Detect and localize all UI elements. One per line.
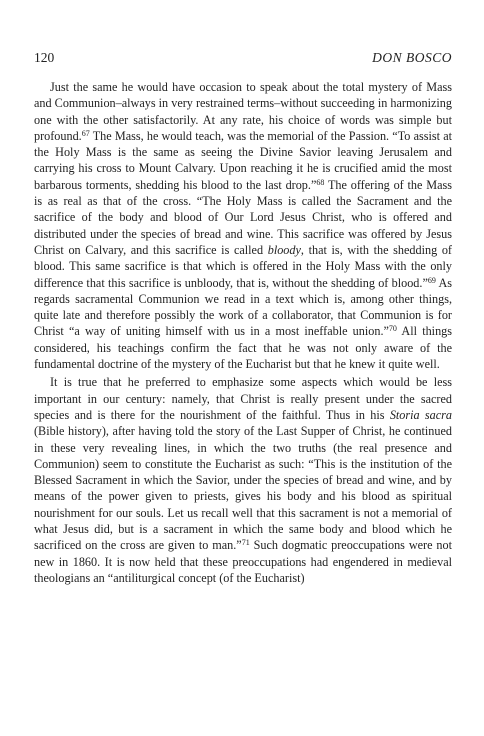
text-run: Such dogmatic preoccupations were not new in 1860. It is now held that these preoccupations had engendered in medieval theologians an “antiliturgical concept (of the Eucharist) <box>34 538 452 585</box>
italic-text: bloody <box>267 242 301 257</box>
page-header <box>34 50 452 66</box>
running-title: DON BOSCO <box>372 50 452 65</box>
footnote-marker: 67 <box>81 128 90 138</box>
text-run: It is true that he preferred to emphasize some aspects which would be less important in our century: namely, that Christ is really present under the sacred species and is there for the nourishment of the faithful. Thus in his <box>34 375 452 422</box>
body-text <box>34 79 452 586</box>
footnote-marker: 71 <box>241 538 250 548</box>
text-run: (Bible history), after having told the story of the Last Supper of Christ, he continued in these very revealing lines, in which the two truths (the real presence and Communion) seem to constitute the Eucharist as such: “This is the institution of the Blessed Sacrament in which the Savior, under the species of bread and wine, and by means of the power given to priests, gives his body and his blood as spiritual nourishment for our souls. Let us recall well that this sacrament is not a memorial of what Jesus did, but is a sacrament in which the same body and blood which he sacrificed on the cross are given to man.” <box>34 424 452 553</box>
paragraph <box>34 374 452 586</box>
text-run: , that is, with the shedding of blood. This same sacrifice is that which is offered in the Holy Mass with the only difference that this sacrifice is unbloody, that is, without the shedding of blood.” <box>34 242 452 290</box>
paragraph <box>34 79 452 372</box>
footnote-marker: 68 <box>316 177 325 187</box>
page-number: 120 <box>34 50 55 65</box>
footnote-marker: 70 <box>388 324 397 334</box>
text-run: Just the same he would have occasion to speak about the total mystery of Mass and Communion–always in very restrained terms–without succeeding in harmonizing one with the other satisfactorily. At any rate, his choice of words was simple but profound. <box>34 80 452 143</box>
text-run: The Mass, he would teach, was the memorial of the Passion. “To assist at the Holy Mass is the same as seeing the Divine Savior leaving Jerusalem and carrying his cross to Mount Calvary. Upon reaching it he is crucified amid the most barbarous torments, shedding his blood to the last drop.” <box>34 128 452 192</box>
text-run: As regards sacramental Communion we read in a text which is, among other things, quite late and therefore possibly the work of a collaborator, that Communion is for Christ “a way of uniting himself with us in a most ineffable union.” <box>34 275 452 339</box>
text-run: All things considered, his teachings confirm the fact that he was not only aware of the fundamental doctrine of the mystery of the Eucharist but that he knew it quite well. <box>34 324 452 372</box>
text-run: The offering of the Mass is as real as that of the cross. “The Holy Mass is called the Sacrament and the sacrifice of the body and blood of Our Lord Jesus Christ, who is offered and distributed under the species of bread and wine. This sacrifice was offered by Jesus Christ on Calvary, and this sacrifice is called <box>34 177 452 257</box>
footnote-marker: 69 <box>427 275 436 285</box>
italic-text: Storia sacra <box>389 407 452 422</box>
book-page <box>34 50 452 586</box>
